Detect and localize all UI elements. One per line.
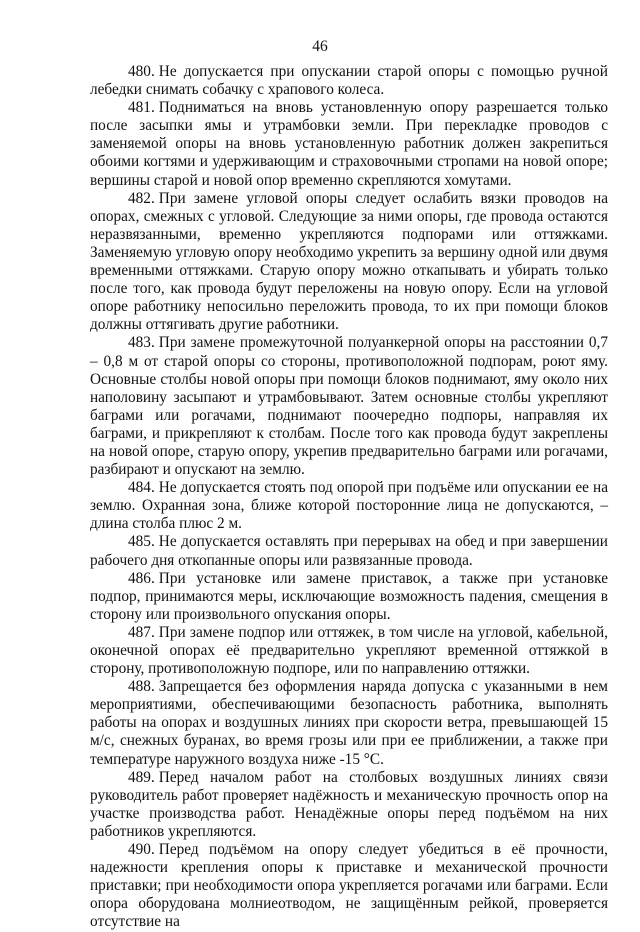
paragraph-number: 489. (128, 768, 155, 786)
paragraph-text: При замене угловой опоры следует ослабить вязки проводов на опорах, смежных с угловой. Следующие за ними опоры, где провода остаются неразвязанными, временно укрепляются подпорами или оттяжками. Заменяемую угловую опору необходимо укрепить за вершину одной или двумя временными оттяжками. Старую опору можно откапывать и убирать только после того, как провода будут переложены на новую опору. Если на угловой опоре работнику непосильно переложить провода, то их при помощи блоков должны оттягивать другие работники. (90, 189, 608, 334)
paragraph-text: При замене подпор или оттяжек, в том числе на угловой, кабельной, оконечной опорах её предварительно укрепляют временной оттяжкой в сторону, противоположную подпоре, или по направлению оттяжки. (90, 623, 608, 678)
paragraph-text: Запрещается без оформления наряда допуска с указанными в нем мероприятиями, обеспечивающими безопасность работника, выполнять работы на опорах и воздушных линиях при скорости ветра, превышающей 15 м/с, снежных буранах, во время грозы или при ее приближении, а также при температуре наружного воздуха ниже -15 °С. (90, 678, 608, 768)
paragraph-number: 483. (128, 334, 155, 352)
paragraph-text: При установке или замене приставок, а также при установке подпор, принимаются меры, исключающие возможность падения, смещения в сторону или произвольного опускания опоры. (90, 569, 608, 623)
document-body (90, 63, 608, 932)
paragraph-number: 487. (128, 623, 155, 641)
paragraph-number: 482. (128, 189, 155, 207)
paragraph-484 (90, 479, 608, 533)
paragraph-number: 480. (128, 63, 155, 80)
paragraph-485 (90, 533, 608, 569)
paragraph-480 (90, 63, 608, 99)
paragraph-486 (90, 570, 608, 624)
paragraph-text: Не допускается стоять под опорой при подъёме или опускании ее на землю. Охранная зона, ближе которой посторонние лица не допускаются, – длина столба плюс 2 м. (90, 479, 608, 533)
paragraph-text: Подниматься на вновь установленную опору разрешается только после засыпки ямы и утрамбовки земли. При перекладке проводов с заменяемой опоры на вновь установленную работник должен закрепиться обоими когтями и удерживающим и страховочными стропами на новой опоре; вершины старой и новой опор временно скрепляются хомутами. (90, 99, 608, 189)
paragraph-text: Не допускается оставлять при перерывах на обед и при завершении рабочего дня откопанные опоры или развязанные провода. (90, 533, 608, 569)
paragraph-482 (90, 190, 608, 335)
paragraph-483 (90, 334, 608, 479)
paragraph-489 (90, 769, 608, 841)
paragraph-number: 488. (128, 678, 155, 696)
paragraph-487 (90, 624, 608, 678)
paragraph-text: Не допускается при опускании старой опоры с помощью ручной лебедки снимать собачку с храпового колеса. (90, 63, 608, 99)
paragraph-481 (90, 99, 608, 189)
page-number: 46 (312, 38, 328, 55)
paragraph-number: 484. (128, 479, 155, 497)
paragraph-number: 486. (128, 569, 155, 587)
paragraph-490 (90, 841, 608, 931)
paragraph-text: При замене промежуточной полуанкерной опоры на расстоянии 0,7 – 0,8 м от старой опоры со стороны, противоположной подпорам, роют яму. Основные столбы новой опоры при помощи блоков поднимают, яму около них наполовину засыпают и утрамбовывают. Затем основные столбы укрепляют баграми или рогачами, поднимают поочередно подпоры, направляя их баграми, и прикрепляют к столбам. После того как провода будут закреплены на новой опоре, старую опору, укрепив предварительно баграми или рогачами, разбирают и опускают на землю. (90, 334, 608, 479)
paragraph-text: Перед подъёмом на опору следует убедиться в её прочности, надежности крепления опоры к приставке и механической прочности приставки; при необходимости опора укрепляется рогачами или баграми. Если опора оборудована молниеотводом, не защищённым рейкой, проверяется отсутствие на (90, 841, 608, 931)
paragraph-number: 485. (128, 533, 155, 551)
paragraph-text: Перед началом работ на столбовых воздушных линиях связи руководитель работ проверяет надёжность и механическую прочность опор на участке производства работ. Ненадёжные опоры перед подъёмом на них работников укрепляются. (90, 768, 608, 840)
paragraph-488 (90, 678, 608, 768)
paragraph-number: 481. (128, 99, 155, 117)
paragraph-number: 490. (128, 841, 155, 859)
